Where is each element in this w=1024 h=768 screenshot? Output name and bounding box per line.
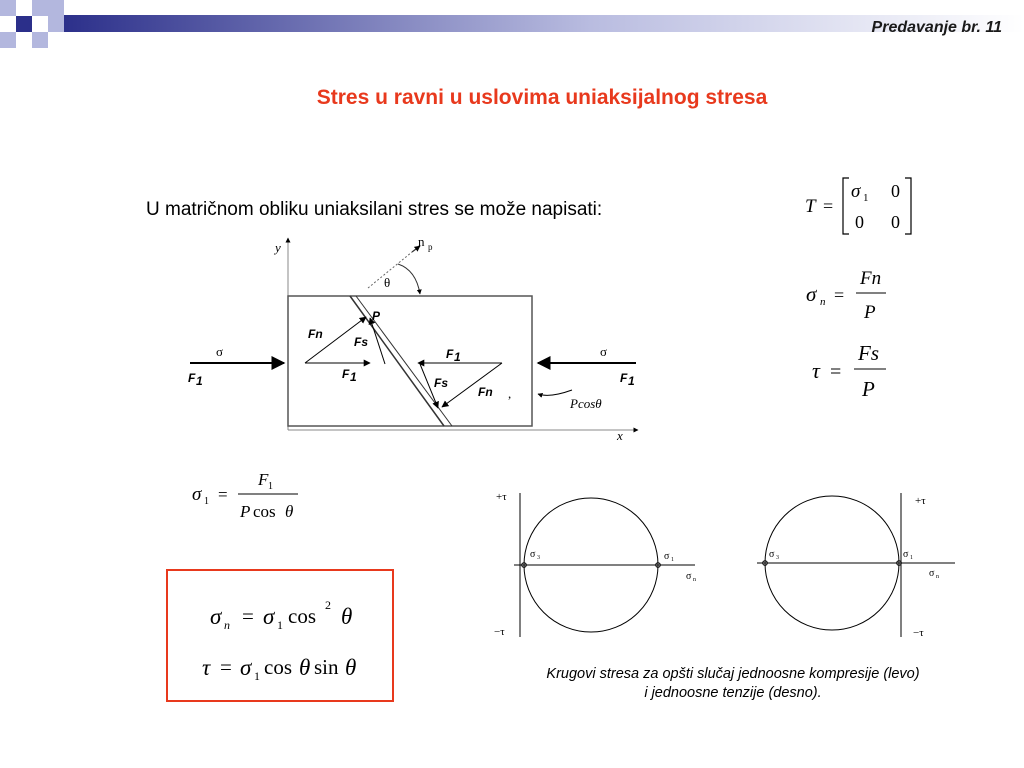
axis-x-label: x [617,428,623,443]
cos-text: cos [264,655,292,679]
logo-square [0,0,16,16]
sigman-label: σ [929,568,935,579]
equals-sign: = [830,361,842,383]
sigma-symbol: σ [192,484,202,505]
f1-mid-left: F [342,367,350,381]
subscript: n [820,296,826,308]
normal-label: n [418,234,425,249]
axis-y-label: y [275,240,281,255]
fn-left-label: Fn [308,327,323,341]
f1-left-label: F [188,371,196,385]
denominator-p: P [240,502,251,521]
equals-sign: = [834,285,845,305]
free-body-diagram [180,230,650,450]
matrix-zero: 0 [855,212,864,232]
denominator-theta: θ [285,502,294,521]
equals-sign: = [220,655,232,679]
caption-line-2: i jednoosne tenzije (desno). [644,685,822,701]
sigma1-sub: 1 [910,555,913,561]
comma: , [508,386,512,401]
angle-label: θ [384,275,391,290]
slide-title: Stres u ravni u uslovima uniaksijalnog stresa [316,86,768,109]
subscript: 1 [268,481,273,492]
figure-caption [500,665,966,703]
sigma-symbol: σ [851,181,861,202]
sin-text: sin [314,655,339,679]
matrix-zero: 0 [891,181,900,201]
sigma1-sub: 1 [671,557,674,563]
f1-mid-left-sub: 1 [350,370,357,384]
denominator: P [864,302,876,323]
lecture-label: Predavanje br. 11 [871,19,1002,36]
sigman-sub: n [936,574,939,580]
caption-line-1: Krugovi stresa za opšti slučaj jednoosne kompresije (levo) [546,666,920,682]
sigma-right-label: σ [600,344,608,359]
logo-square [16,16,32,32]
logo-square [32,32,48,48]
header-decoration [0,0,1024,48]
subscript: 1 [863,192,869,204]
numerator: Fs [858,341,879,365]
tau-symbol: τ [812,358,820,383]
sigma3-label: σ [769,549,775,560]
equals-sign: = [823,196,834,216]
sigma3-sub: 3 [537,555,540,561]
fs-right-label: Fs [434,376,449,390]
numerator: F [258,470,269,489]
subscript: 1 [254,669,260,683]
stress-matrix-equation [795,170,925,242]
minus-tau-label: −τ [494,626,505,638]
superscript: 2 [325,598,331,612]
f1-mid-right: F [446,347,454,361]
fn-right-label: Fn [478,385,493,399]
matrix-T: T [805,196,816,217]
f1-mid-right-sub: 1 [454,350,461,364]
intro-text: U matričnom obliku uniaksilani stres se može napisati: [146,199,603,220]
result-equations [168,571,392,700]
denominator: P [862,377,875,401]
theta-symbol: θ [345,655,357,680]
plus-tau-label: +τ [915,495,926,507]
subscript: 1 [277,618,283,632]
result-box [166,569,394,702]
mohr-circle-tension [755,485,970,645]
logo-square [48,0,64,16]
mohr-circle-compression [490,485,715,645]
normal-subscript: p [428,242,433,252]
sigma-symbol: σ [240,655,252,680]
theta-symbol: θ [341,604,353,629]
theta-symbol: θ [299,655,311,680]
sigman-label: σ [686,571,692,582]
f1-right-label: F [620,371,628,385]
logo-square [32,0,48,16]
f1-left-sub: 1 [196,374,203,388]
fs-left-label: Fs [354,335,369,349]
p-label: P [372,309,381,323]
minus-tau-label: −τ [913,627,924,639]
equals-sign: = [218,485,228,504]
tau-symbol: τ [202,655,211,680]
sigma-n-equation [800,262,900,326]
sigma1-label: σ [664,551,670,562]
sigma-symbol: σ [806,282,817,306]
sigma-left-label: σ [216,344,224,359]
matrix-zero: 0 [891,212,900,232]
subscript: 1 [204,496,209,507]
sigma3-label: σ [530,549,536,560]
tau-equation [810,338,900,404]
sigma1-label: σ [903,549,909,560]
plus-tau-label: +τ [496,491,507,503]
cos-text: cos [288,604,316,628]
logo-square [48,16,64,32]
pcos-label: Pcosθ [570,396,602,411]
sigman-sub: n [693,577,696,583]
denominator-cos: cos [253,502,276,521]
sigma-symbol: σ [210,604,222,629]
equals-sign: = [242,604,254,628]
logo-square [0,32,16,48]
numerator: Fn [860,268,882,289]
sigma3-sub: 3 [776,555,779,561]
f1-right-sub: 1 [628,374,635,388]
subscript: n [224,618,230,632]
sigma-one-equation [188,465,308,525]
sigma-symbol: σ [263,604,275,629]
